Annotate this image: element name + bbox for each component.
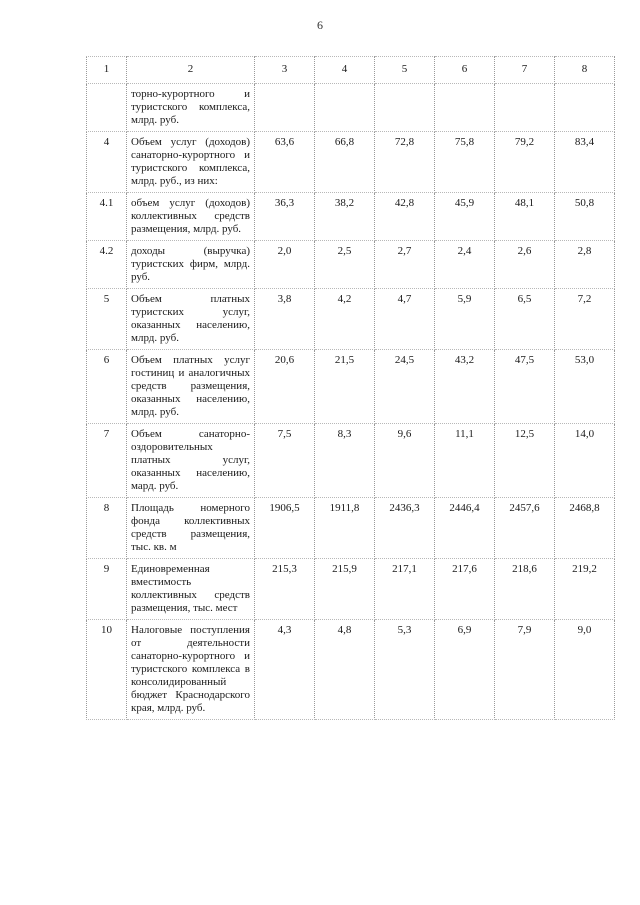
header-cell: 7: [495, 57, 555, 84]
value-cell: [435, 84, 495, 132]
indicator-name: торно-курортного и туристского комплекса, млрд. руб.: [127, 84, 255, 132]
row-number: 6: [87, 350, 127, 424]
value-cell: [375, 84, 435, 132]
value-cell: 79,2: [495, 132, 555, 193]
indicators-table: [86, 56, 615, 720]
table-row: [87, 424, 615, 498]
value-cell: 2,6: [495, 241, 555, 289]
value-cell: 48,1: [495, 193, 555, 241]
value-cell: 2,5: [315, 241, 375, 289]
value-cell: 50,8: [555, 193, 615, 241]
value-cell: 38,2: [315, 193, 375, 241]
row-number: 4.1: [87, 193, 127, 241]
value-cell: 24,5: [375, 350, 435, 424]
value-cell: 4,7: [375, 289, 435, 350]
row-number: [87, 84, 127, 132]
value-cell: 6,9: [435, 620, 495, 720]
header-cell: 6: [435, 57, 495, 84]
table-row: [87, 350, 615, 424]
table-row: [87, 241, 615, 289]
value-cell: 45,9: [435, 193, 495, 241]
value-cell: 3,8: [255, 289, 315, 350]
row-number: 7: [87, 424, 127, 498]
indicator-name: Объем услуг (доходов) санаторно-курортного и туристского комплекса, млрд. руб., из них:: [127, 132, 255, 193]
value-cell: 1906,5: [255, 498, 315, 559]
table-row: [87, 193, 615, 241]
header-cell: 8: [555, 57, 615, 84]
value-cell: [555, 84, 615, 132]
indicator-name: объем услуг (доходов) коллективных средств размещения, млрд. руб.: [127, 193, 255, 241]
value-cell: [255, 84, 315, 132]
value-cell: 215,3: [255, 559, 315, 620]
value-cell: 42,8: [375, 193, 435, 241]
header-cell: 5: [375, 57, 435, 84]
value-cell: 21,5: [315, 350, 375, 424]
indicator-name: Единовременная вместимость коллективных средств размещения, тыс. мест: [127, 559, 255, 620]
value-cell: 66,8: [315, 132, 375, 193]
value-cell: 1911,8: [315, 498, 375, 559]
table-row: [87, 132, 615, 193]
value-cell: 43,2: [435, 350, 495, 424]
header-cell: 2: [127, 57, 255, 84]
value-cell: 75,8: [435, 132, 495, 193]
table-row: [87, 498, 615, 559]
value-cell: 4,2: [315, 289, 375, 350]
indicator-name: Объем платных услуг гостиниц и аналогичных средств размещения, оказанных населению, млрд. руб.: [127, 350, 255, 424]
value-cell: 9,0: [555, 620, 615, 720]
page-number: 6: [317, 18, 323, 32]
header-cell: 4: [315, 57, 375, 84]
row-number: 4.2: [87, 241, 127, 289]
indicator-name: Объем санаторно-оздоровительных платных услуг, оказанных населению, мард. руб.: [127, 424, 255, 498]
value-cell: 4,8: [315, 620, 375, 720]
row-number: 5: [87, 289, 127, 350]
value-cell: 9,6: [375, 424, 435, 498]
value-cell: 2468,8: [555, 498, 615, 559]
indicator-name: Налоговые поступления от деятельности санаторно-курортного и туристского комплекса в консолидированный бюджет Краснодарского края, млрд. руб.: [127, 620, 255, 720]
value-cell: 2,0: [255, 241, 315, 289]
value-cell: 2457,6: [495, 498, 555, 559]
header-cell: 1: [87, 57, 127, 84]
value-cell: 217,6: [435, 559, 495, 620]
value-cell: [495, 84, 555, 132]
row-number: 8: [87, 498, 127, 559]
row-number: 9: [87, 559, 127, 620]
row-number: 10: [87, 620, 127, 720]
table-row: [87, 559, 615, 620]
value-cell: 2,8: [555, 241, 615, 289]
value-cell: 2446,4: [435, 498, 495, 559]
value-cell: 11,1: [435, 424, 495, 498]
value-cell: 6,5: [495, 289, 555, 350]
indicator-name: Площадь номерного фонда коллективных средств размещения, тыс. кв. м: [127, 498, 255, 559]
value-cell: 2,7: [375, 241, 435, 289]
value-cell: 20,6: [255, 350, 315, 424]
value-cell: 53,0: [555, 350, 615, 424]
value-cell: 83,4: [555, 132, 615, 193]
value-cell: 7,5: [255, 424, 315, 498]
row-number: 4: [87, 132, 127, 193]
header-cell: 3: [255, 57, 315, 84]
value-cell: 218,6: [495, 559, 555, 620]
value-cell: 8,3: [315, 424, 375, 498]
indicator-name: доходы (выручка) туристских фирм, млрд. руб.: [127, 241, 255, 289]
value-cell: 12,5: [495, 424, 555, 498]
value-cell: 14,0: [555, 424, 615, 498]
value-cell: 4,3: [255, 620, 315, 720]
value-cell: 63,6: [255, 132, 315, 193]
table-row: [87, 620, 615, 720]
table-row: [87, 84, 615, 132]
value-cell: 219,2: [555, 559, 615, 620]
table-header-row: [87, 57, 615, 84]
value-cell: 215,9: [315, 559, 375, 620]
value-cell: 7,9: [495, 620, 555, 720]
value-cell: 2,4: [435, 241, 495, 289]
value-cell: 47,5: [495, 350, 555, 424]
indicator-name: Объем платных туристских услуг, оказанных населению, млрд. руб.: [127, 289, 255, 350]
value-cell: 217,1: [375, 559, 435, 620]
value-cell: 36,3: [255, 193, 315, 241]
value-cell: 5,3: [375, 620, 435, 720]
table-row: [87, 289, 615, 350]
value-cell: [315, 84, 375, 132]
value-cell: 2436,3: [375, 498, 435, 559]
value-cell: 7,2: [555, 289, 615, 350]
value-cell: 72,8: [375, 132, 435, 193]
value-cell: 5,9: [435, 289, 495, 350]
